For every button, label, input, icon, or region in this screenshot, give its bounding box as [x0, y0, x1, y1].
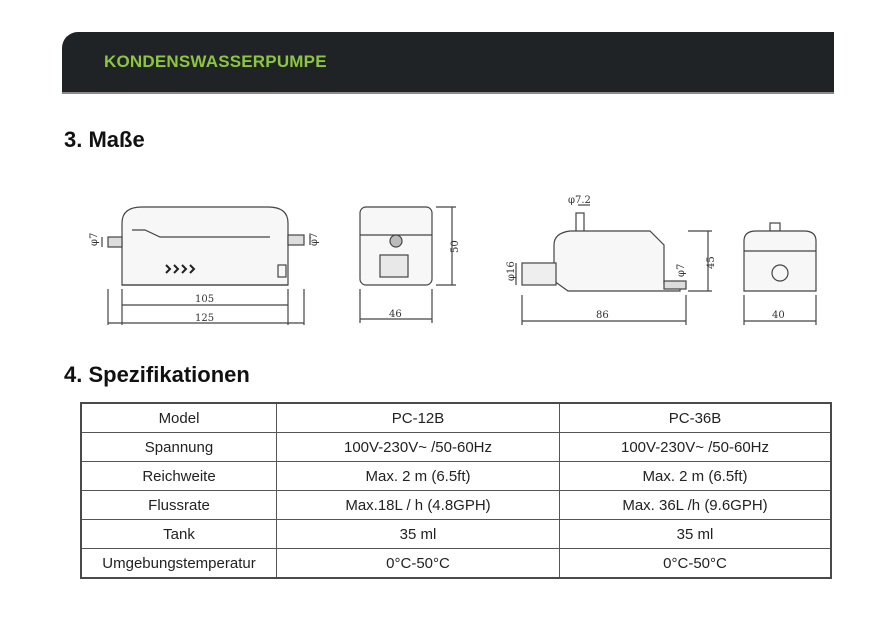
table-cell: 0°C-50°C	[560, 549, 832, 579]
table-cell: 35 ml	[560, 520, 832, 549]
specifications-table	[80, 402, 832, 579]
table-cell: PC-12B	[277, 403, 560, 433]
dim-label: 50	[450, 240, 461, 253]
dim-label: φ7	[89, 232, 100, 246]
table-cell: Max. 36L /h (9.6GPH)	[560, 491, 832, 520]
table-cell: Model	[81, 403, 277, 433]
table-cell: Max. 2 m (6.5ft)	[560, 462, 832, 491]
table-row	[81, 491, 831, 520]
table-cell: 100V-230V~ /50-60Hz	[277, 433, 560, 462]
table-cell: Max.18L / h (4.8GPH)	[277, 491, 560, 520]
dim-label: 46	[389, 309, 402, 320]
pump-front-view-1	[360, 207, 456, 323]
table-cell: Reichweite	[81, 462, 277, 491]
table-row	[81, 549, 831, 579]
table-cell: 100V-230V~ /50-60Hz	[560, 433, 832, 462]
table-cell: Tank	[81, 520, 277, 549]
table-row	[81, 433, 831, 462]
dim-label: 125	[195, 313, 215, 324]
table-cell: Max. 2 m (6.5ft)	[277, 462, 560, 491]
pump-side-view-1	[102, 207, 310, 325]
dim-label: φ16	[506, 261, 517, 281]
banner-title: KONDENSWASSERPUMPE	[104, 52, 327, 71]
dim-label: φ7	[676, 263, 687, 277]
table-row	[81, 462, 831, 491]
table-cell: Spannung	[81, 433, 277, 462]
table-cell: PC-36B	[560, 403, 832, 433]
table-cell: Umgebungstemperatur	[81, 549, 277, 579]
dim-label: φ7	[309, 232, 320, 246]
table-row	[81, 520, 831, 549]
dim-label: 105	[195, 294, 215, 305]
table-header-row	[81, 403, 831, 433]
table-cell: 35 ml	[277, 520, 560, 549]
table-cell: Flussrate	[81, 491, 277, 520]
dim-label: φ7.2	[568, 195, 591, 206]
header-banner	[62, 32, 834, 94]
dim-label: 45	[706, 256, 717, 269]
dim-label: 40	[772, 310, 785, 321]
dim-label: 86	[596, 310, 609, 321]
dimension-drawings	[80, 185, 820, 335]
section-heading-dimensions: 3. Maße	[64, 127, 145, 152]
table-cell: 0°C-50°C	[277, 549, 560, 579]
technical-drawing	[80, 185, 820, 335]
section-heading-specifications: 4. Spezifikationen	[64, 362, 250, 387]
